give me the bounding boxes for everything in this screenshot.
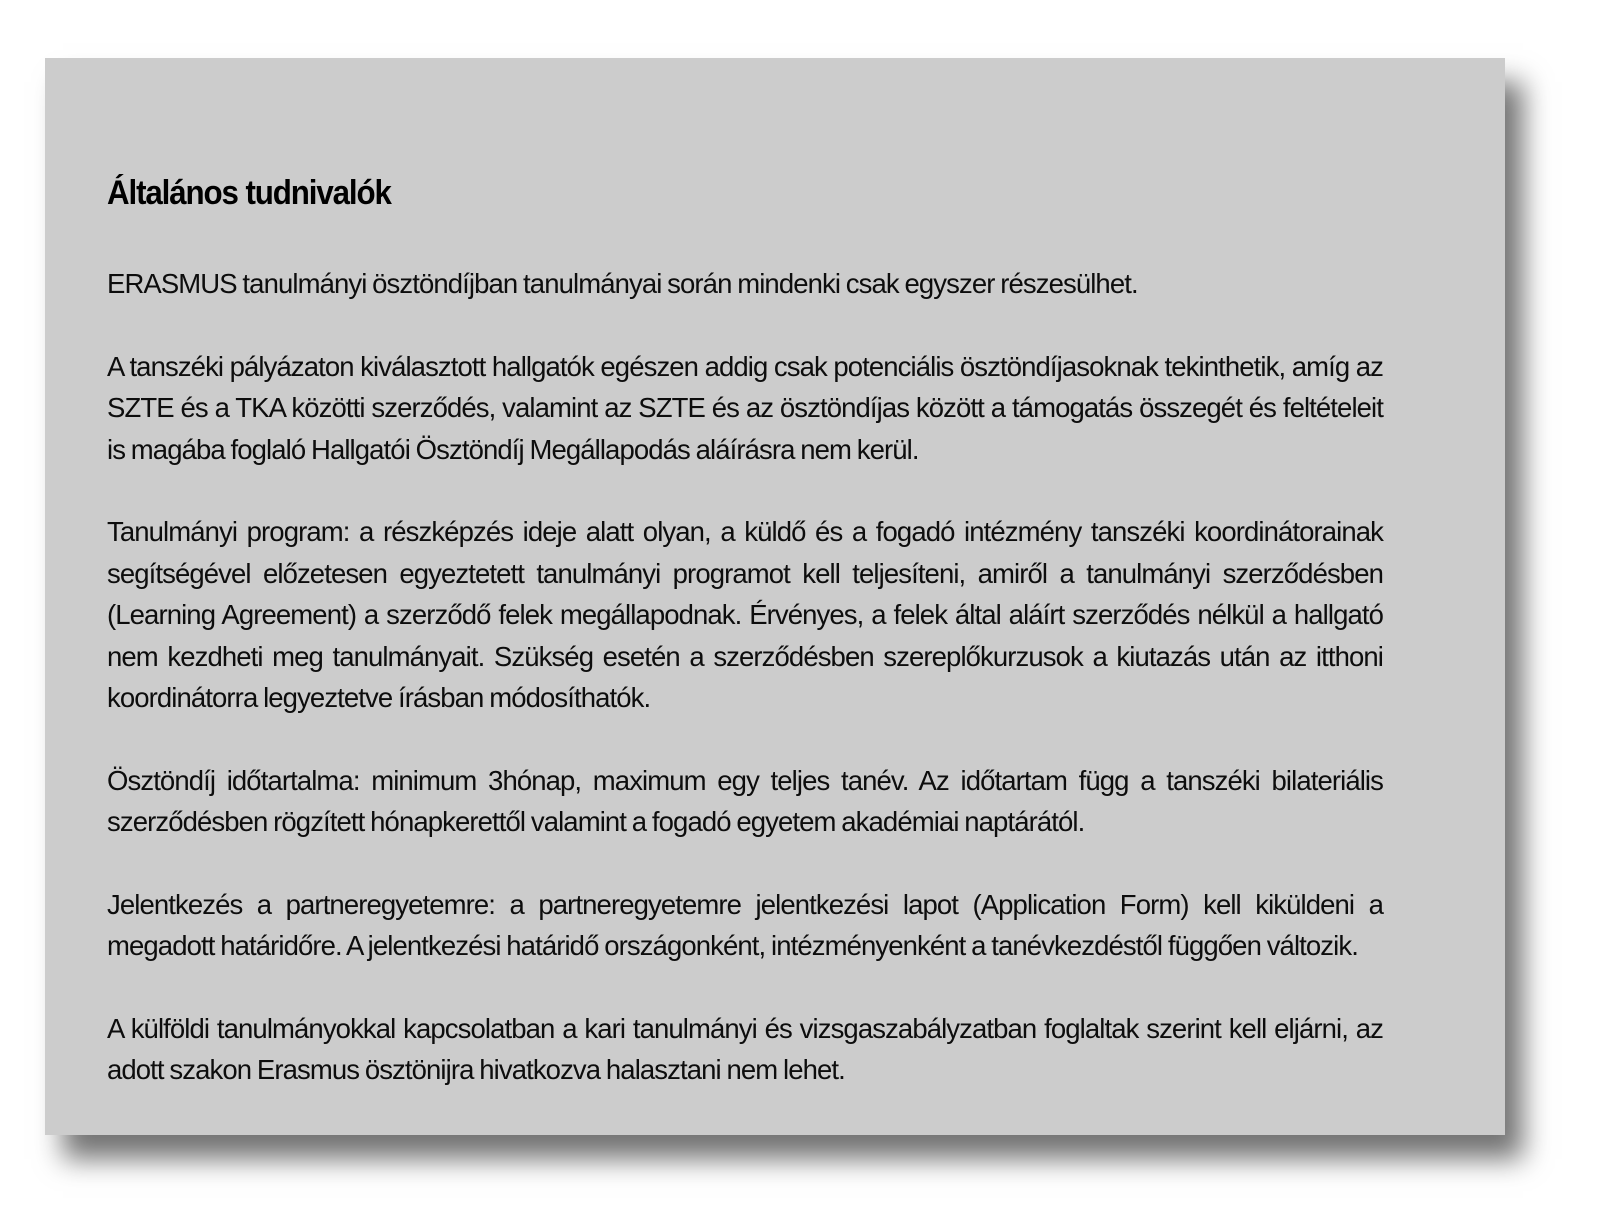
paragraph-application: Jelentkezés a partneregyetemre: a partneregyetemre jelentkezési lapot (Application Form) kell kiküldeni a megadott határidőre. A jelentkezési határidő országonként, intézményenként a tanévkezdéstől függően változik. [107,888,1383,961]
paragraph-regulations: A külföldi tanulmányokkal kapcsolatban a kari tanulmányi és vizsgaszabályzatban foglaltak szerint kell eljárni, az adott szakon Erasmus ösztönijra hivatkozva halasztani nem lehet. [107,1012,1383,1085]
section-title: Általános tudnivalók [107,174,391,212]
info-card [45,58,1505,1135]
paragraph-potential-grantees: A tanszéki pályázaton kiválasztott hallgatók egészen addig csak potenciális ösztöndíjasoknak tekinthetik, amíg az SZTE és a TKA közötti szerződés, valamint az SZTE és az ösztöndíjas között a támogatás összegét és feltételeit is magába foglaló Hallgatói Ösztöndíj Megállapodás aláírásra nem kerül. [107,350,1383,465]
paragraph-grant-duration: Ösztöndíj időtartalma: minimum 3hónap, maximum egy teljes tanév. Az időtartam függ a tanszéki bilateriális szerződésben rögzített hónapkerettől valamint a fogadó egyetem akadémiai naptárától. [107,764,1383,837]
paragraph-study-program: Tanulmányi program: a részképzés ideje alatt olyan, a küldő és a fogadó intézmény tanszéki koordinátorainak segítségével előzetesen egyeztetett tanulmányi programot kell teljesíteni, amiről a tanulmányi szerződésben (Learning Agreement) a szerződő felek megállapodnak. Érvényes, a felek által aláírt szerződés nélkül a hallgató nem kezdheti meg tanulmányait. Szükség esetén a szerződésben szereplőkurzusok a kiutazás után az itthoni koordinátorra legyeztetve írásban módosíthatók. [107,516,1383,713]
paragraph-single-grant: ERASMUS tanulmányi ösztöndíjban tanulmányai során mindenki csak egyszer részesülhet. [107,268,1138,299]
